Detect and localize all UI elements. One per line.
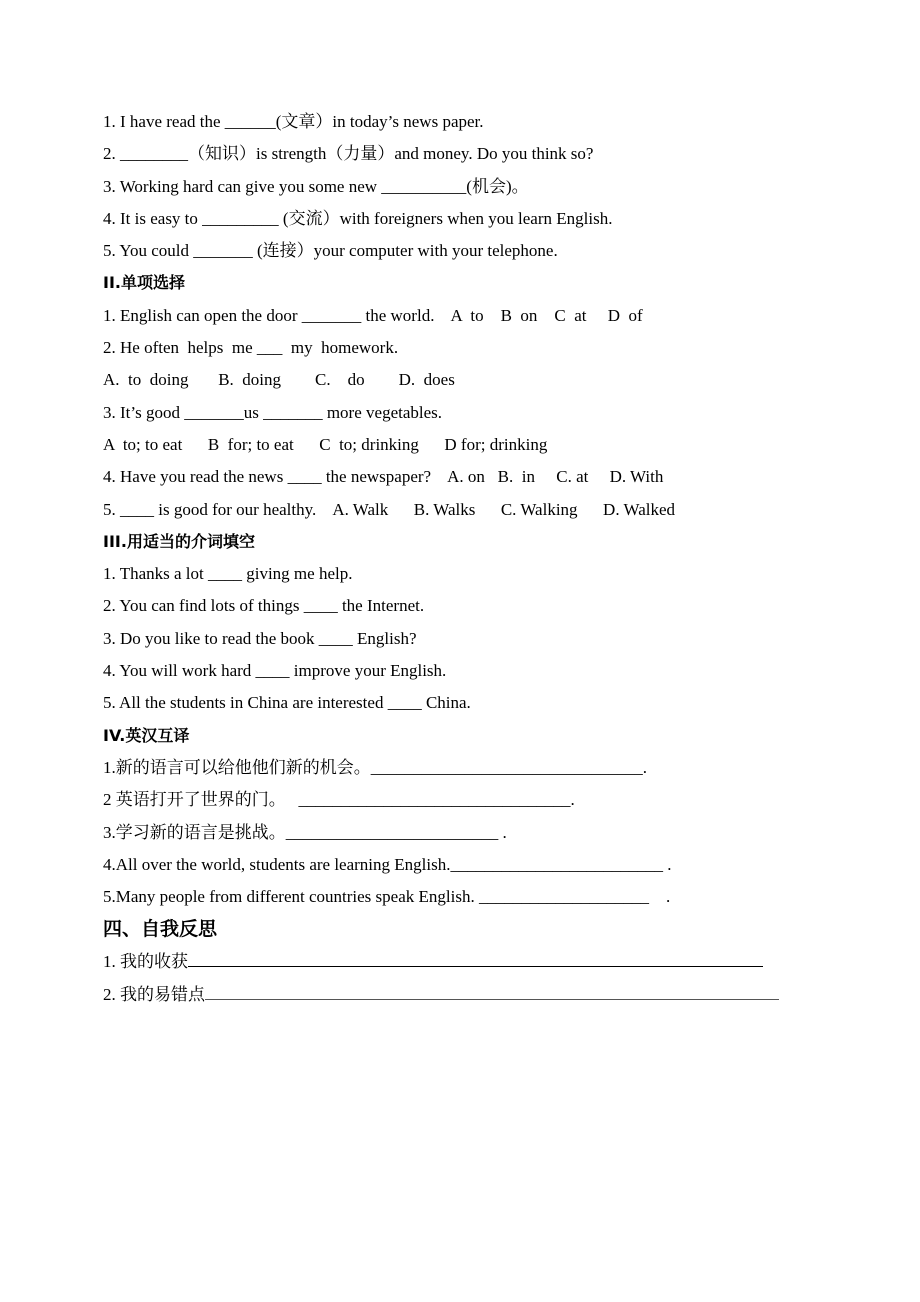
reflection-gains-label: 1. 我的收获	[103, 952, 188, 972]
part2-item-3-options: A to; to eat B for; to eat C to; drinking D for; drinking	[103, 434, 548, 454]
part2-item-2-options: A. to doing B. doing C. do D. does	[103, 370, 455, 390]
part4-item-4: 4.All over the world, students are learning English._________________________ .	[103, 854, 672, 874]
part4-translation	[103, 720, 803, 914]
part4-heading: IV.英汉互译	[103, 725, 190, 745]
part2-item-1: 1. English can open the door _______ the world. A to B on C at D of	[103, 305, 643, 325]
worksheet-page	[103, 106, 803, 1011]
part2-item-4: 4. Have you read the news ____ the newspaper? A. on B. in C. at D. With	[103, 467, 664, 487]
part4-item-5: 5.Many people from different countries speak English. ____________________ .	[103, 887, 671, 907]
reflection-heading: 四、自我反思	[103, 918, 218, 941]
part4-item-1: 1.新的语言可以给他他们新的机会。________________________________.	[103, 757, 647, 777]
part1-fill-in	[103, 106, 803, 267]
reflection-mistakes-row	[103, 979, 803, 1011]
part3-prepositions	[103, 526, 803, 720]
part2-item-2: 2. He often helps me ___ my homework.	[103, 338, 399, 358]
reflection-mistakes-answer-line[interactable]	[205, 980, 779, 1000]
reflection-mistakes-label: 2. 我的易错点	[103, 984, 205, 1004]
part2-item-5: 5. ____ is good for our healthy. A. Walk B. Walks C. Walking D. Walked	[103, 499, 676, 519]
part1-item-2: 2. ________（知识）is strength（力量）and money. Do you think so?	[103, 144, 594, 164]
part1-item-4: 4. It is easy to _________ (交流）with foreigners when you learn English.	[103, 208, 613, 228]
part3-item-2: 2. You can find lots of things ____ the Internet.	[103, 596, 425, 616]
reflection-gains-answer-line[interactable]	[188, 947, 763, 967]
part1-item-1: 1. I have read the ______(文章）in today’s news paper.	[103, 112, 484, 131]
reflection-section	[103, 913, 803, 1011]
part3-item-4: 4. You will work hard ____ improve your English.	[103, 661, 447, 681]
part3-heading: III.用适当的介词填空	[103, 531, 255, 551]
reflection-gains-row	[103, 946, 803, 978]
part1-item-5: 5. You could _______ (连接）your computer with your telephone.	[103, 241, 558, 261]
part4-item-2: 2 英语打开了世界的门。 ________________________________.	[103, 790, 575, 810]
part3-item-5: 5. All the students in China are interested ____ China.	[103, 693, 471, 713]
part2-heading: II.单项选择	[103, 273, 185, 293]
part3-item-1: 1. Thanks a lot ____ giving me help.	[103, 564, 353, 584]
part3-item-3: 3. Do you like to read the book ____ English?	[103, 628, 417, 648]
part4-item-3: 3.学习新的语言是挑战。_________________________ .	[103, 822, 507, 842]
part2-item-3: 3. It’s good _______us _______ more vegetables.	[103, 402, 443, 422]
part1-item-3: 3. Working hard can give you some new __________(机会)。	[103, 176, 529, 196]
part2-multiple-choice	[103, 267, 803, 525]
